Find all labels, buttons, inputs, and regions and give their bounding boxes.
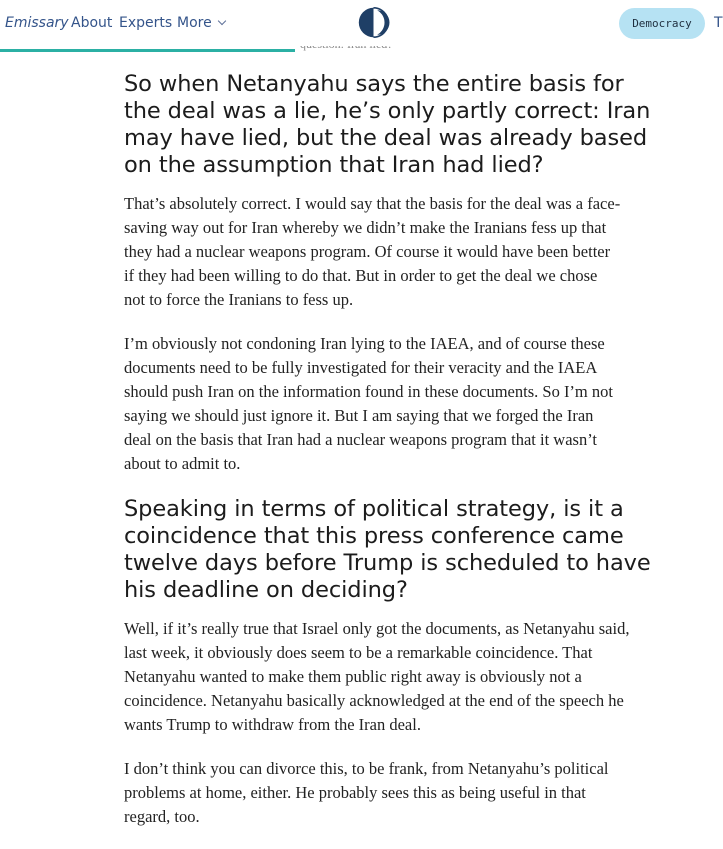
text-line: I don’t think you can divorce this, to be frank, from Netanyahu’s political [124, 759, 609, 778]
text-line: Well, if it’s really true that Israel only got the documents, as Netanyahu said, [124, 619, 630, 638]
text-line: wants Trump to withdraw from the Iran deal. [124, 715, 421, 734]
text-line: That’s absolutely correct. I would say that the basis for the deal was a face- [124, 194, 621, 213]
nav-overflow-link[interactable]: T [714, 15, 723, 31]
text-line: deal on the basis that Iran had a nuclear weapons program that it wasn’t [124, 430, 597, 449]
nav-experts-link[interactable]: Experts [119, 15, 173, 31]
text-line: coincidence. Netanyahu basically acknowledged at the end of the speech he [124, 691, 624, 710]
text-line: I’m obviously not condoning Iran lying to the IAEA, and of course these [124, 334, 605, 353]
text-line: saving way out for Iran whereby we didn’t make the Iranians fess up that [124, 218, 607, 237]
nav-more-menu[interactable] [177, 14, 225, 32]
text-line: his deadline on deciding? [124, 577, 408, 603]
top-navigation [0, 0, 723, 46]
text-line: if they had been willing to do that. But in order to get the deal we chose [124, 266, 598, 285]
text-line: the deal was a lie, he’s only partly correct: Iran [124, 98, 651, 124]
text-line: on the assumption that Iran had lied? [124, 152, 544, 178]
text-line: documents need to be fully investigated for their veracity and the IAEA [124, 358, 598, 377]
article-body [124, 71, 651, 849]
text-line: should push Iran on the information found in these documents. So I’m not [124, 382, 613, 401]
reading-progress-fill [0, 49, 295, 52]
interview-answer [124, 617, 630, 737]
text-line: Speaking in terms of political strategy, is it a [124, 496, 624, 522]
nav-about-link[interactable]: About [71, 15, 113, 31]
text-line: may have lied, but the deal was already based [124, 125, 648, 151]
site-logo-icon[interactable] [358, 7, 389, 38]
text-line: they had a nuclear weapons program. Of course it would have been better [124, 242, 611, 261]
nav-more-label: More [177, 15, 212, 31]
text-line: coincidence that this press conference came [124, 523, 624, 549]
text-line: about to admit to. [124, 454, 241, 473]
nav-brand-link[interactable]: Emissary [5, 15, 69, 31]
text-line: twelve days before Trump is scheduled to have [124, 550, 651, 576]
text-line: problems at home, either. He probably sees this as being useful in that [124, 783, 586, 802]
interview-question [124, 71, 651, 179]
reading-progress-bar [0, 49, 720, 52]
interview-answer [124, 332, 624, 476]
interview-answer [124, 757, 624, 829]
democracy-tag-button[interactable]: Democracy [619, 8, 705, 39]
text-line: regard, too. [124, 807, 200, 826]
interview-question [124, 496, 651, 604]
chevron-down-icon [217, 17, 225, 25]
interview-answer [124, 192, 624, 312]
text-line: saying we should just ignore it. But I am saying that we forged the Iran [124, 406, 594, 425]
text-line: not to force the Iranians to fess up. [124, 290, 354, 309]
text-line: last week, it obviously does seem to be a remarkable coincidence. That [124, 643, 593, 662]
text-line: So when Netanyahu says the entire basis for [124, 71, 624, 97]
text-line: Netanyahu wanted to make them public right away is obviously not a [124, 667, 582, 686]
